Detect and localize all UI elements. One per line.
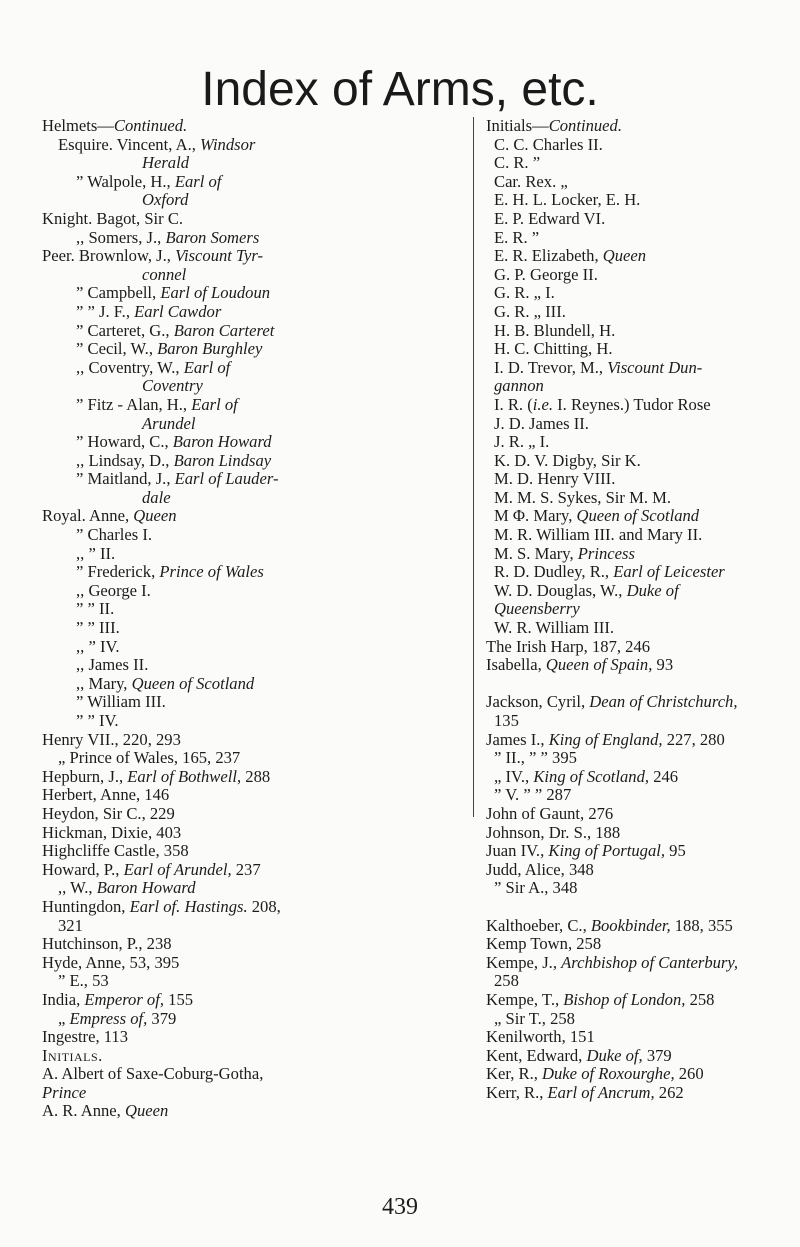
index-entry — [42, 786, 460, 805]
index-entry — [486, 563, 766, 582]
entry-pages: 288 — [241, 766, 271, 786]
index-entry — [486, 600, 766, 619]
entry-text: ” Howard, C., — [76, 432, 173, 452]
entry-pages: 188, 355 — [670, 915, 733, 935]
entry-text: „ Sir T., 258 — [494, 1008, 575, 1028]
entry-text: ” Cecil, W., — [76, 339, 158, 359]
entry-italic: Viscount Dun- — [607, 357, 703, 377]
index-entry — [486, 266, 766, 285]
entry-text: „ IV., — [494, 766, 534, 786]
entry-italic: King of Portugal, — [548, 841, 666, 861]
entry-text: Judd, Alice, 348 — [486, 859, 594, 879]
entry-text: ” Carteret, G., — [76, 320, 174, 340]
entry-text: ,, Lindsay, D., — [76, 450, 174, 470]
index-entry — [486, 954, 766, 973]
index-entry — [486, 359, 766, 378]
entry-pages: 237 — [231, 859, 261, 879]
entry-text: Kempe, J., — [486, 952, 562, 972]
entry-italic: Arundel — [142, 413, 196, 433]
index-entry — [42, 749, 460, 768]
entry-italic: Queen — [602, 246, 647, 266]
entry-text: Kenilworth, 151 — [486, 1027, 595, 1047]
index-entry — [42, 917, 460, 936]
column-divider — [473, 117, 474, 817]
entry-italic: Queen of Scotland — [576, 506, 700, 526]
entry-text: I. R. ( — [494, 394, 533, 414]
index-entry — [486, 322, 766, 341]
entry-text: James I., — [486, 729, 549, 749]
index-entry — [486, 972, 766, 991]
index-entry — [42, 359, 460, 378]
entry-italic: Baron Howard — [96, 878, 196, 898]
entry-italic: Earl of Loudoun — [160, 283, 271, 303]
entry-text: Hickman, Dixie, 403 — [42, 822, 182, 842]
entry-text: 258 — [494, 971, 519, 991]
index-entry — [42, 1065, 460, 1084]
page-title: Index of Arms, etc. — [201, 63, 599, 116]
entry-italic: Oxford — [142, 190, 189, 210]
index-entry — [486, 805, 766, 824]
index-entry — [486, 656, 766, 675]
index-entry — [42, 638, 460, 657]
index-entry — [486, 210, 766, 229]
entry-text: 135 — [494, 711, 519, 730]
entry-text: Initials— — [486, 116, 549, 135]
index-entry — [486, 173, 766, 192]
entry-italic: Dean of Christchurch, — [589, 692, 738, 712]
entry-text: ” V. ” ” 287 — [494, 785, 572, 805]
entry-text: G. R. „ I. — [494, 283, 555, 303]
entry-text: E. R. ” — [494, 227, 540, 247]
index-entry — [486, 712, 766, 731]
entry-text: H. C. Chitting, H. — [494, 339, 613, 359]
index-entry — [486, 675, 766, 694]
entry-pages: 260 — [674, 1064, 704, 1084]
index-entry — [42, 266, 460, 285]
entry-italic: Prince of Wales — [159, 562, 264, 582]
entry-text: M. M. S. Sykes, Sir M. M. — [494, 487, 672, 507]
entry-italic: i.e. — [532, 394, 553, 414]
index-entry — [42, 470, 460, 489]
entry-text: „ — [58, 1008, 70, 1028]
index-entry — [42, 210, 460, 229]
entry-text: Initials. — [42, 1045, 103, 1065]
left-column — [42, 117, 460, 1121]
index-entry — [486, 991, 766, 1010]
entry-text: ” E., 53 — [58, 971, 109, 991]
entry-italic: Archbishop of Canterbury, — [561, 952, 738, 972]
entry-italic: Queen — [133, 506, 177, 526]
index-entry — [42, 136, 460, 155]
entry-text: 321 — [58, 915, 83, 935]
entry-italic: Princess — [577, 543, 635, 563]
entry-italic: Bookbinder, — [590, 915, 671, 935]
index-entry — [42, 935, 460, 954]
entry-italic: Duke of — [626, 580, 679, 600]
entry-italic: Queensberry — [494, 599, 580, 619]
entry-text: Henry VII., 220, 293 — [42, 729, 181, 749]
entry-text: ” Maitland, J., — [76, 469, 175, 489]
entry-text: ” Sir A., 348 — [494, 878, 578, 898]
entry-text: ” ” III. — [76, 618, 120, 638]
entry-text: J. R. „ I. — [494, 432, 550, 452]
entry-text: ,, W., — [58, 878, 97, 898]
entry-pages: 379 — [642, 1045, 672, 1065]
index-entry — [42, 415, 460, 434]
index-entry — [486, 1065, 766, 1084]
index-entry — [42, 675, 460, 694]
index-entry — [486, 191, 766, 210]
index-entry — [486, 545, 766, 564]
index-entry — [486, 619, 766, 638]
entry-text: ,, George I. — [76, 580, 151, 600]
index-entry — [42, 563, 460, 582]
entry-text: The Irish Harp, 187, 246 — [486, 636, 651, 656]
index-entry — [486, 749, 766, 768]
index-entry — [486, 582, 766, 601]
entry-italic: Continued. — [548, 116, 622, 135]
entry-text: Esquire. Vincent, A., — [58, 134, 201, 154]
entry-pages: 155 — [164, 989, 194, 1009]
entry-text: ” Charles I. — [76, 525, 153, 545]
index-entry — [42, 1084, 460, 1103]
entry-text: John of Gaunt, 276 — [486, 803, 614, 823]
index-entry — [486, 284, 766, 303]
entry-text: E. H. L. Locker, E. H. — [494, 190, 641, 210]
index-entry — [42, 1047, 460, 1066]
index-entry — [42, 972, 460, 991]
index-entry — [42, 117, 460, 136]
index-entry — [42, 489, 460, 508]
entry-text: H. B. Blundell, H. — [494, 320, 616, 340]
entry-italic: Earl of Lauder- — [174, 469, 279, 489]
index-entry — [42, 340, 460, 359]
index-entry — [42, 433, 460, 452]
index-entry — [42, 805, 460, 824]
entry-italic: Prince — [42, 1082, 87, 1102]
index-entry — [486, 935, 766, 954]
index-entry — [486, 470, 766, 489]
entry-italic: Coventry — [142, 376, 203, 396]
entry-italic: Duke of Roxourghe, — [542, 1064, 675, 1084]
index-entry — [42, 879, 460, 898]
index-entry — [486, 768, 766, 787]
index-entry — [486, 489, 766, 508]
entry-italic: Baron Carteret — [173, 320, 275, 340]
entry-text: Hyde, Anne, 53, 395 — [42, 952, 180, 972]
entry-text: M Φ. Mary, — [494, 506, 577, 526]
entry-text: ” ” II. — [76, 599, 115, 619]
index-entry — [486, 433, 766, 452]
entry-italic: Duke of, — [586, 1045, 643, 1065]
entry-text: „ Prince of Wales, 165, 237 — [58, 748, 241, 768]
entry-text: A. Albert of Saxe-Coburg-Gotha, — [42, 1064, 264, 1084]
entry-italic: Earl of — [183, 357, 231, 377]
index-entry — [486, 731, 766, 750]
entry-text: G. R. „ III. — [494, 301, 566, 321]
entry-text: Ker, R., — [486, 1064, 543, 1084]
index-entry — [42, 247, 460, 266]
index-entry — [42, 768, 460, 787]
entry-text: Ingestre, 113 — [42, 1027, 129, 1047]
entry-italic: Continued. — [113, 116, 188, 135]
index-entry — [486, 247, 766, 266]
index-entry — [486, 917, 766, 936]
entry-text: Knight. Bagot, Sir C. — [42, 208, 184, 228]
entry-italic: connel — [142, 264, 187, 284]
index-entry — [486, 693, 766, 712]
entry-text: India, — [42, 989, 85, 1009]
index-entry — [42, 377, 460, 396]
entry-italic: gannon — [494, 376, 544, 396]
index-entry — [42, 303, 460, 322]
entry-italic: Earl Cawdor — [134, 301, 222, 321]
index-entry — [486, 786, 766, 805]
entry-italic: Queen of Spain, — [545, 655, 653, 675]
entry-italic: Earl of. Hastings. — [129, 896, 248, 916]
index-entry — [486, 842, 766, 861]
entry-text: ,, Coventry, W., — [76, 357, 184, 377]
entry-text: M. S. Mary, — [494, 543, 578, 563]
index-entry — [42, 322, 460, 341]
entry-text: Isabella, — [486, 655, 546, 675]
entry-text: Peer. Brownlow, J., — [42, 246, 176, 266]
entry-pages: 379 — [147, 1008, 177, 1028]
entry-text: Hutchinson, P., 238 — [42, 934, 172, 954]
index-entry — [42, 1102, 460, 1121]
entry-pages: 95 — [665, 841, 686, 861]
entry-text: ,, James II. — [76, 655, 149, 675]
entry-text: Jackson, Cyril, — [486, 692, 590, 712]
index-entry — [486, 1010, 766, 1029]
index-entry — [42, 954, 460, 973]
entry-text: M. D. Henry VIII. — [494, 469, 616, 489]
index-entry — [42, 191, 460, 210]
page-number: 439 — [382, 1194, 418, 1220]
entry-italic: Baron Burghley — [157, 339, 263, 359]
entry-italic: Baron Somers — [165, 227, 260, 247]
entry-text: Heydon, Sir C., 229 — [42, 803, 175, 823]
index-entry — [42, 507, 460, 526]
entry-italic: Herald — [142, 153, 190, 173]
entry-text: ” ” IV. — [76, 711, 119, 730]
index-entry — [42, 824, 460, 843]
entry-text: R. D. Dudley, R., — [494, 562, 614, 582]
index-entry — [42, 396, 460, 415]
index-entry — [42, 229, 460, 248]
index-entry — [486, 340, 766, 359]
entry-italic: Empress of, — [69, 1008, 148, 1028]
index-entry — [486, 154, 766, 173]
index-entry — [42, 619, 460, 638]
entry-italic: Baron Howard — [172, 432, 272, 452]
entry-text: ” ” J. F., — [76, 301, 135, 321]
entry-text: Kempe, T., — [486, 989, 564, 1009]
entry-text: ” II., ” ” 395 — [494, 748, 577, 768]
index-entry — [486, 136, 766, 155]
entry-text: E. P. Edward VI. — [494, 208, 606, 228]
entry-text: Herbert, Anne, 146 — [42, 785, 170, 805]
index-entry — [486, 861, 766, 880]
entry-text: Car. Rex. „ — [494, 171, 568, 191]
index-entry — [42, 861, 460, 880]
index-entry — [42, 452, 460, 471]
index-entry — [42, 1028, 460, 1047]
entry-text: ” Campbell, — [76, 283, 161, 303]
entry-italic: Emperor of, — [84, 989, 164, 1009]
entry-text: C. R. ” — [494, 153, 541, 173]
index-entry — [42, 842, 460, 861]
index-entry — [42, 173, 460, 192]
entry-text: W. R. William III. — [494, 618, 615, 638]
index-entry — [486, 507, 766, 526]
index-entry — [42, 731, 460, 750]
index-entry — [486, 229, 766, 248]
entry-text: ” William III. — [76, 692, 166, 712]
entry-text: A. R. Anne, — [42, 1101, 125, 1121]
index-entry — [486, 377, 766, 396]
entry-italic: Queen of Scotland — [131, 673, 255, 693]
index-entry — [42, 154, 460, 173]
entry-pages: 246 — [649, 766, 679, 786]
index-entry — [486, 303, 766, 322]
entry-italic: Earl of Bothwell, — [127, 766, 242, 786]
entry-italic: Earl of Arundel, — [123, 859, 232, 879]
right-column — [486, 117, 766, 1102]
entry-pages: 208, — [247, 896, 281, 916]
index-entry — [42, 526, 460, 545]
entry-italic: Earl of Leicester — [613, 562, 725, 582]
entry-text: Kalthoeber, C., — [486, 915, 591, 935]
entry-text: Juan IV., — [486, 841, 549, 861]
entry-italic: King of Scotland, — [533, 766, 650, 786]
entry-text: K. D. V. Digby, Sir K. — [494, 450, 641, 470]
index-entry — [486, 526, 766, 545]
entry-pages: 93 — [652, 655, 674, 675]
entry-text: G. P. George II. — [494, 264, 598, 284]
entry-text: Howard, P., — [42, 859, 124, 879]
index-entry — [42, 693, 460, 712]
entry-text: Helmets— — [42, 116, 114, 135]
entry-text: Royal. Anne, — [42, 506, 134, 526]
index-entry — [486, 824, 766, 843]
entry-text: ,, Mary, — [76, 673, 132, 693]
index-entry — [42, 898, 460, 917]
index-entry — [42, 712, 460, 731]
index-entry — [42, 991, 460, 1010]
entry-text: W. D. Douglas, W., — [494, 580, 627, 600]
index-entry — [486, 396, 766, 415]
entry-text: ” Walpole, H., — [76, 171, 175, 191]
index-entry — [42, 1010, 460, 1029]
entry-text: Hepburn, J., — [42, 766, 128, 786]
entry-text: ” Fitz - Alan, H., — [76, 394, 192, 414]
entry-italic: King of England, — [548, 729, 663, 749]
entry-text: Johnson, Dr. S., 188 — [486, 822, 621, 842]
entry-italic: Baron Lindsay — [173, 450, 272, 470]
entry-italic: Earl of — [174, 171, 222, 191]
entry-text: Highcliffe Castle, 358 — [42, 841, 189, 861]
entry-text: Huntingdon, — [42, 896, 130, 916]
index-entry — [42, 656, 460, 675]
entry-italic: dale — [142, 487, 171, 507]
entry-text: ,, ” II. — [76, 543, 116, 563]
entry-text: ” Frederick, — [76, 562, 160, 582]
entry-text: ,, Somers, J., — [76, 227, 166, 247]
index-entry — [486, 1028, 766, 1047]
entry-italic: Viscount Tyr- — [175, 246, 264, 266]
index-entry — [486, 117, 766, 136]
entry-italic: Bishop of London, — [563, 989, 686, 1009]
index-entry — [486, 1084, 766, 1103]
index-entry — [486, 898, 766, 917]
entry-pages: 258 — [685, 989, 715, 1009]
entry-pages: 227, 280 — [662, 729, 725, 749]
index-entry — [486, 415, 766, 434]
index-entry — [42, 600, 460, 619]
entry-text: Kemp Town, 258 — [486, 934, 602, 954]
entry-text: C. C. Charles II. — [494, 134, 603, 154]
index-entry — [486, 1047, 766, 1066]
index-entry — [486, 452, 766, 471]
entry-text: J. D. James II. — [494, 413, 589, 433]
entry-pages: 262 — [654, 1082, 684, 1102]
index-entry — [486, 638, 766, 657]
index-entry — [42, 284, 460, 303]
entry-italic: Windsor — [200, 134, 256, 154]
index-entry — [486, 879, 766, 898]
entry-pages: I. Reynes.) Tudor Rose — [553, 394, 711, 414]
entry-text: E. R. Elizabeth, — [494, 246, 603, 266]
entry-text: I. D. Trevor, M., — [494, 357, 608, 377]
entry-text: M. R. William III. and Mary II. — [494, 525, 703, 545]
entry-text: Kent, Edward, — [486, 1045, 587, 1065]
index-entry — [42, 545, 460, 564]
entry-italic: Earl of Ancrum, — [547, 1082, 655, 1102]
index-entry — [42, 582, 460, 601]
entry-italic: Queen — [124, 1101, 169, 1121]
entry-italic: Earl of — [191, 394, 238, 414]
entry-text: ,, ” IV. — [76, 636, 120, 656]
entry-text: Kerr, R., — [486, 1082, 548, 1102]
